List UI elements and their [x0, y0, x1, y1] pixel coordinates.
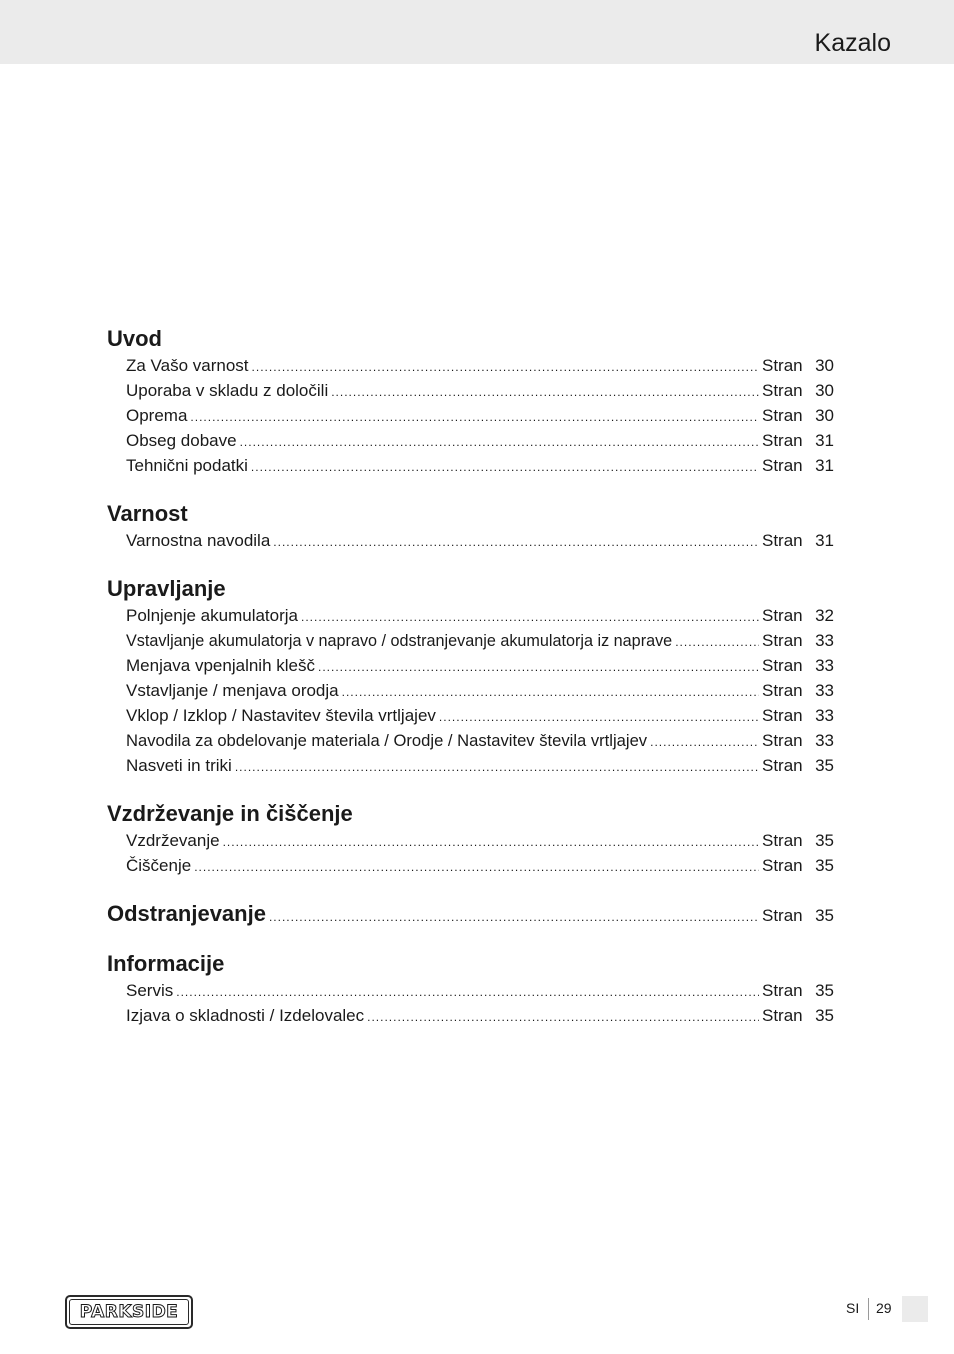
footer-divider — [868, 1298, 869, 1320]
toc-entry-stran: Stran — [762, 631, 803, 650]
dot-leader — [223, 830, 759, 855]
toc-entry-page: 33 — [815, 706, 834, 725]
toc-entry-stran: Stran — [762, 981, 803, 1000]
toc-entry-page: 35 — [815, 831, 834, 850]
toc-entry-stran: Stran — [762, 656, 803, 675]
toc-entry-label: Uporaba v skladu z določili — [126, 381, 329, 400]
toc-entry[interactable] — [107, 753, 834, 778]
dot-leader — [675, 630, 759, 655]
toc-entry[interactable] — [107, 528, 834, 553]
toc-entry-label: Vstavljanje akumulatorja v napravo / odstranjevanje akumulatorja iz naprave — [126, 632, 673, 650]
page-title: Kazalo — [814, 29, 891, 57]
toc-entry-stran: Stran — [762, 606, 803, 625]
toc-entry[interactable] — [107, 703, 834, 728]
toc-entry-label: Vstavljanje / menjava orodja — [126, 681, 339, 700]
toc-entry-page: 33 — [815, 731, 834, 750]
toc-entry-page: 35 — [815, 906, 834, 925]
toc-entry[interactable] — [107, 453, 834, 478]
toc-entry[interactable] — [107, 378, 834, 403]
toc-section-odstranjevanje — [107, 900, 834, 928]
dot-leader — [190, 405, 759, 430]
toc-entry-stran: Stran — [762, 681, 803, 700]
dot-leader — [235, 755, 759, 780]
toc-entry-label: Obseg dobave — [126, 431, 237, 450]
toc-entry-page: 31 — [815, 531, 834, 550]
toc-entry[interactable] — [107, 603, 834, 628]
page-number: 29 — [876, 1300, 892, 1316]
language-code: SI — [846, 1300, 860, 1316]
toc-entry-label: Oprema — [126, 406, 188, 425]
toc-entry-stran: Stran — [762, 906, 803, 925]
toc-entry-stran: Stran — [762, 1006, 803, 1025]
toc-entry-stran: Stran — [762, 831, 803, 850]
dot-leader — [251, 455, 759, 480]
dot-leader — [342, 680, 759, 705]
toc-entry-label: Tehnični podatki — [126, 456, 248, 475]
toc-entry-label: Čiščenje — [126, 856, 192, 875]
toc-section-varnost — [107, 500, 834, 553]
toc-entry-page: 33 — [815, 681, 834, 700]
toc-entry-stran: Stran — [762, 356, 803, 375]
section-heading: Upravljanje — [107, 576, 226, 601]
dot-leader — [176, 980, 759, 1005]
toc-entry[interactable] — [107, 403, 834, 428]
toc-section-vzdrzevanje — [107, 800, 834, 878]
toc-entry-stran: Stran — [762, 531, 803, 550]
toc-entry-label: Vzdrževanje — [126, 831, 220, 850]
header-bar — [0, 0, 954, 64]
dot-leader — [318, 655, 759, 680]
toc-entry[interactable] — [107, 628, 834, 653]
toc-entry[interactable] — [107, 978, 834, 1003]
section-heading: Varnost — [107, 501, 188, 526]
toc-entry-label: Polnjenje akumulatorja — [126, 606, 298, 625]
toc-entry[interactable] — [107, 900, 834, 928]
toc-entry[interactable] — [107, 653, 834, 678]
toc-entry[interactable] — [107, 428, 834, 453]
toc-entry[interactable] — [107, 728, 834, 753]
section-heading: Informacije — [107, 951, 225, 976]
dot-leader — [273, 530, 759, 555]
toc-entry-page: 30 — [815, 356, 834, 375]
toc-entry-stran: Stran — [762, 731, 803, 750]
footer-tab-marker — [902, 1296, 928, 1322]
toc-section-uvod — [107, 325, 834, 478]
dot-leader — [269, 903, 759, 931]
toc-entry-label: Varnostna navodila — [126, 531, 271, 550]
toc-entry-page: 35 — [815, 981, 834, 1000]
dot-leader — [367, 1005, 759, 1030]
section-heading: Vzdrževanje in čiščenje — [107, 801, 353, 826]
table-of-contents — [107, 325, 834, 1050]
toc-entry-page: 35 — [815, 756, 834, 775]
toc-entry-page: 35 — [815, 1006, 834, 1025]
dot-leader — [650, 730, 759, 755]
toc-entry-label: Vklop / Izklop / Nastavitev števila vrtljajev — [126, 706, 436, 725]
toc-section-upravljanje — [107, 575, 834, 778]
toc-entry-stran: Stran — [762, 856, 803, 875]
toc-entry-stran: Stran — [762, 431, 803, 450]
toc-entry-label: Navodila za obdelovanje materiala / Orodje / Nastavitev števila vrtljajev — [126, 731, 648, 750]
toc-entry-stran: Stran — [762, 406, 803, 425]
toc-entry-page: 30 — [815, 406, 834, 425]
dot-leader — [331, 380, 759, 405]
toc-entry[interactable] — [107, 853, 834, 878]
toc-entry-page: 35 — [815, 856, 834, 875]
toc-entry[interactable] — [107, 1003, 834, 1028]
parkside-logo — [65, 1295, 193, 1329]
toc-entry[interactable] — [107, 353, 834, 378]
toc-entry-page: 31 — [815, 456, 834, 475]
toc-entry-page: 33 — [815, 631, 834, 650]
dot-leader — [439, 705, 759, 730]
toc-entry-stran: Stran — [762, 381, 803, 400]
toc-entry-page: 32 — [815, 606, 834, 625]
section-heading: Uvod — [107, 326, 162, 351]
dot-leader — [301, 605, 759, 630]
toc-entry-page: 31 — [815, 431, 834, 450]
logo-text: PARKSIDE — [79, 1302, 179, 1322]
toc-entry-label: Nasveti in triki — [126, 756, 232, 775]
dot-leader — [194, 855, 759, 880]
toc-section-informacije — [107, 950, 834, 1028]
toc-entry-stran: Stran — [762, 456, 803, 475]
toc-entry-label: Servis — [126, 981, 174, 1000]
toc-entry-page: 33 — [815, 656, 834, 675]
toc-entry-label: Za Vašo varnost — [126, 356, 249, 375]
toc-entry-stran: Stran — [762, 706, 803, 725]
dot-leader — [252, 355, 759, 380]
toc-entry-label: Izjava o skladnosti / Izdelovalec — [126, 1006, 365, 1025]
toc-entry[interactable] — [107, 828, 834, 853]
toc-entry-stran: Stran — [762, 756, 803, 775]
toc-entry-label: Menjava vpenjalnih klešč — [126, 656, 315, 675]
section-heading: Odstranjevanje — [107, 901, 266, 926]
toc-entry-page: 30 — [815, 381, 834, 400]
dot-leader — [240, 430, 759, 455]
toc-entry[interactable] — [107, 678, 834, 703]
